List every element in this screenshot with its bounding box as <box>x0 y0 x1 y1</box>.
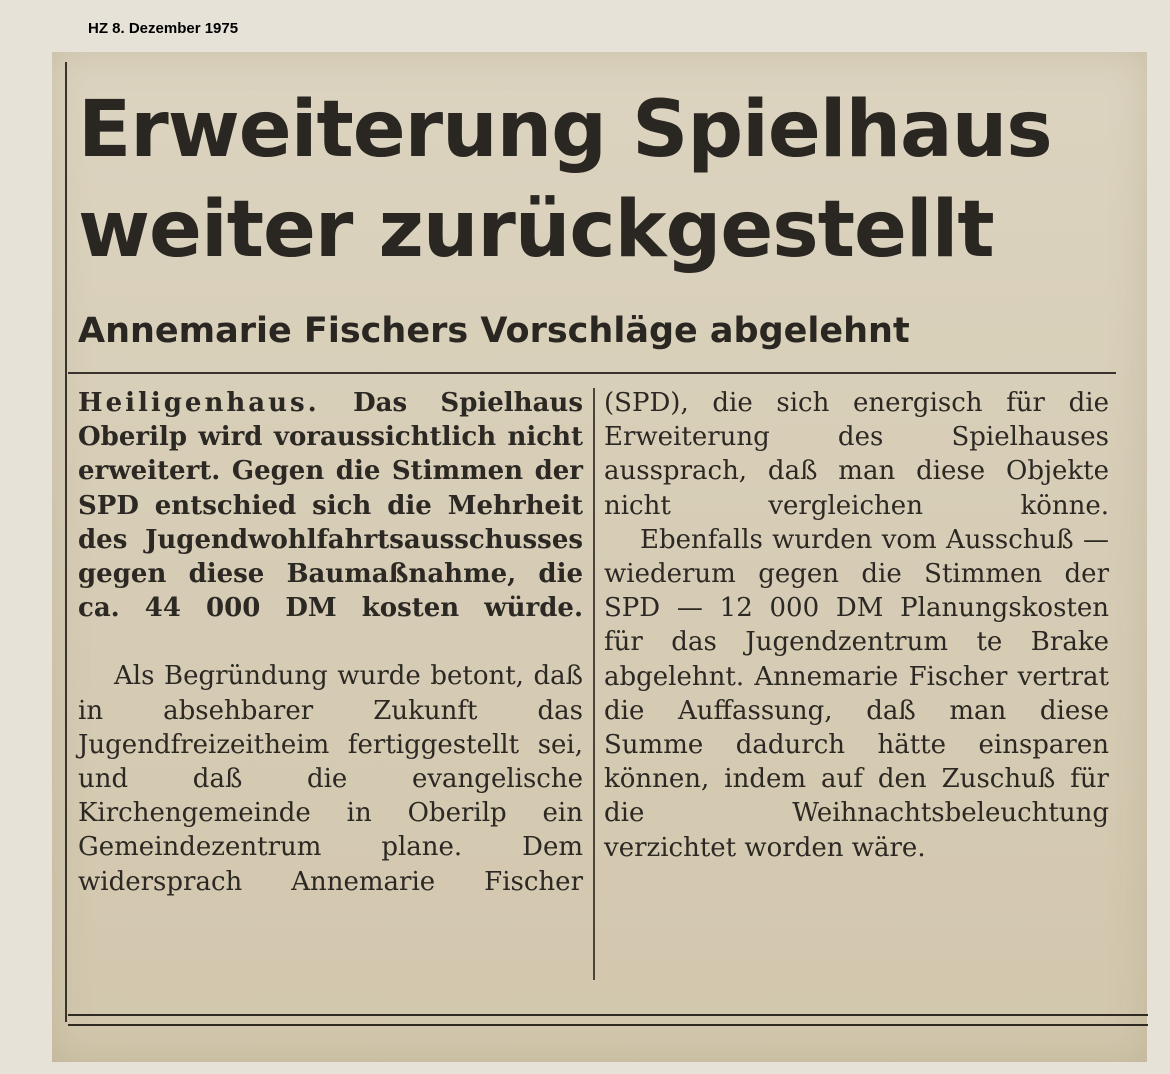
headline <box>78 80 1138 280</box>
column-divider <box>593 388 595 980</box>
lead-text: Das Spielhaus Oberilp wird voraussichtlich nicht erweitert. Gegen die Stimmen der SPD entschied sich die Mehrheit des Jugendwohlfahrtsausschusses gegen diese Baumaßnahme, die ca. 44 000 DM kosten würde. <box>78 388 583 624</box>
headline-line-1: Erweiterung Spielhaus <box>78 85 1052 175</box>
lead-paragraph <box>78 386 583 625</box>
newspaper-clipping <box>52 52 1147 1062</box>
body-paragraph: Ebenfalls wurden vom Ausschuß — wiederum gegen die Stimmen der SPD — 12 000 DM Planungskosten für das Jugendzentrum te Brake abgelehnt. Annemarie Fischer vertrat die Auffassung, daß man diese Summe dadurch hätte einsparen können, indem auf den Zuschuß für die Weihnachtsbeleuchtung verzichtet worden wäre. <box>604 524 1109 863</box>
bottom-double-rule <box>68 1014 1148 1026</box>
clipping-left-border <box>65 62 67 1022</box>
headline-line-2: weiter zurückgestellt <box>78 185 994 275</box>
subheadline: Annemarie Fischers Vorschläge abgelehnt <box>78 311 910 351</box>
body-paragraph: (SPD), die sich energisch für die Erweiterung des Spielhauses aussprach, daß man diese Objekte nicht vergleichen könne. <box>604 388 1109 521</box>
article-column-left <box>78 386 583 899</box>
header-rule <box>68 372 1116 374</box>
dateline: Heiligenhaus. <box>78 388 320 418</box>
source-label: HZ 8. Dezember 1975 <box>88 20 239 37</box>
article-column-right <box>604 386 1109 865</box>
body-paragraph: Als Begründung wurde betont, daß in absehbarer Zukunft das Jugendfreizeitheim fertiggestellt sei, und daß die evangelische Kirchengemeinde in Oberilp ein Gemeindezentrum plane. Dem widersprach Annemarie Fischer <box>78 661 583 897</box>
